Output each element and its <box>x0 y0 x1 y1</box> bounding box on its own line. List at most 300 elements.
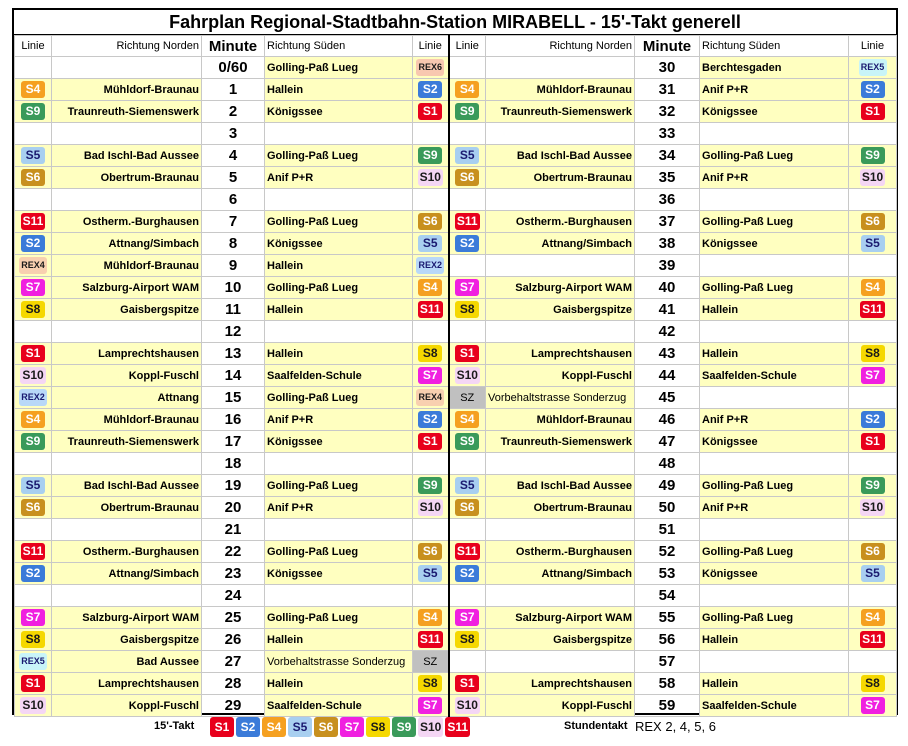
line-badge-s11: S11 <box>862 302 883 316</box>
line-badge-s10: S10 <box>22 368 44 382</box>
line-badge-s8: S8 <box>455 631 479 648</box>
table-row <box>15 211 897 233</box>
cell-richtung-sued <box>700 387 849 409</box>
table-row <box>15 79 897 101</box>
header-row <box>15 36 897 57</box>
cell-richtung-nord <box>52 123 202 145</box>
cell-minute: 50 <box>635 497 700 519</box>
cell-linie-nord <box>449 189 486 211</box>
cell-linie-nord <box>449 453 486 475</box>
cell-richtung-nord: Ostherm.-Burghausen <box>486 541 635 563</box>
col-header-minute: Minute <box>202 36 265 57</box>
cell-linie-nord <box>15 365 52 387</box>
cell-richtung-sued: Hallein <box>700 299 849 321</box>
line-badge-s10: S10 <box>861 170 884 184</box>
table-row <box>15 101 897 123</box>
line-badge-s9: S9 <box>861 477 885 494</box>
cell-richtung-nord: Mühldorf-Braunau <box>52 255 202 277</box>
cell-linie-sued <box>413 211 449 233</box>
col-header-sued: Richtung Süden <box>700 36 849 57</box>
cell-richtung-nord: Traunreuth-Siemenswerk <box>52 101 202 123</box>
cell-minute: 20 <box>202 497 265 519</box>
cell-minute: 42 <box>635 321 700 343</box>
cell-linie-nord <box>15 255 52 277</box>
cell-linie-sued <box>849 321 897 343</box>
cell-linie-nord <box>15 343 52 365</box>
cell-richtung-nord: Salzburg-Airport WAM <box>486 607 635 629</box>
cell-linie-nord <box>449 167 486 189</box>
cell-richtung-sued <box>700 651 849 673</box>
col-header-linie: Linie <box>849 36 897 57</box>
line-badge-s7: S7 <box>418 697 442 714</box>
line-badge-s5: S5 <box>418 235 442 252</box>
cell-richtung-sued <box>700 189 849 211</box>
line-badge-s9: S9 <box>455 433 479 450</box>
timetable <box>14 35 897 717</box>
cell-linie-nord <box>449 497 486 519</box>
cell-richtung-nord: Bad Ischl-Bad Aussee <box>486 475 635 497</box>
cell-linie-sued <box>413 695 449 717</box>
line-badge-s8: S8 <box>418 675 442 692</box>
cell-richtung-nord: Salzburg-Airport WAM <box>486 277 635 299</box>
cell-minute: 44 <box>635 365 700 387</box>
cell-linie-sued <box>849 255 897 277</box>
cell-richtung-nord: Gaisbergspitze <box>52 629 202 651</box>
cell-minute: 39 <box>635 255 700 277</box>
cell-richtung-sued: Golling-Paß Lueg <box>700 607 849 629</box>
cell-linie-nord <box>15 519 52 541</box>
line-badge-sz: SZ <box>423 655 438 668</box>
cell-linie-sued <box>413 607 449 629</box>
line-badge-s7: S7 <box>455 279 479 296</box>
cell-linie-nord <box>15 453 52 475</box>
cell-minute: 5 <box>202 167 265 189</box>
line-badge-rex2: REX2 <box>19 389 47 406</box>
cell-linie-nord <box>449 629 486 651</box>
line-badge-rex4: REX4 <box>19 257 47 274</box>
cell-linie-sued <box>849 189 897 211</box>
table-row <box>15 299 897 321</box>
cell-richtung-sued <box>265 189 413 211</box>
cell-richtung-sued <box>700 453 849 475</box>
cell-minute: 15 <box>202 387 265 409</box>
cell-linie-nord <box>15 563 52 585</box>
line-badge-s10: S10 <box>418 717 443 737</box>
cell-minute: 54 <box>635 585 700 607</box>
cell-linie-nord <box>449 409 486 431</box>
cell-richtung-sued: Anif P+R <box>700 409 849 431</box>
cell-richtung-nord: Bad Ischl-Bad Aussee <box>52 475 202 497</box>
cell-minute: 36 <box>635 189 700 211</box>
line-badge-s1: S1 <box>418 433 442 450</box>
line-badge-s11: S11 <box>445 717 470 737</box>
cell-linie-nord <box>15 651 52 673</box>
cell-richtung-sued: Hallein <box>265 343 413 365</box>
line-badge-s9: S9 <box>392 717 416 737</box>
cell-richtung-sued <box>265 585 413 607</box>
cell-richtung-nord: Lamprechtshausen <box>52 673 202 695</box>
cell-minute: 58 <box>635 673 700 695</box>
cell-richtung-sued: Golling-Paß Lueg <box>265 277 413 299</box>
cell-minute: 19 <box>202 475 265 497</box>
cell-linie-nord <box>449 607 486 629</box>
cell-linie-sued <box>849 453 897 475</box>
line-badge-s9: S9 <box>21 433 45 450</box>
cell-minute: 59 <box>635 695 700 717</box>
cell-richtung-sued: Königssee <box>265 563 413 585</box>
cell-linie-sued <box>413 585 449 607</box>
cell-minute: 53 <box>635 563 700 585</box>
table-row <box>15 255 897 277</box>
cell-minute: 22 <box>202 541 265 563</box>
timetable-sheet <box>12 8 898 715</box>
cell-linie-sued <box>849 519 897 541</box>
line-badge-s4: S4 <box>861 609 885 626</box>
legend-label: 15'-Takt <box>154 720 195 732</box>
line-badge-s7: S7 <box>455 609 479 626</box>
line-badge-s11: S11 <box>862 632 883 646</box>
cell-richtung-sued <box>265 123 413 145</box>
line-badge-s4: S4 <box>418 609 442 626</box>
cell-linie-nord <box>449 365 486 387</box>
cell-minute: 47 <box>635 431 700 453</box>
cell-linie-nord <box>15 123 52 145</box>
line-badge-s1: S1 <box>418 103 442 120</box>
cell-linie-nord <box>15 233 52 255</box>
cell-richtung-sued: Golling-Paß Lueg <box>265 475 413 497</box>
cell-minute: 2 <box>202 101 265 123</box>
cell-linie-nord <box>15 145 52 167</box>
cell-linie-sued <box>849 431 897 453</box>
cell-richtung-sued: Königssee <box>265 233 413 255</box>
line-badge-s11: S11 <box>419 632 441 646</box>
cell-minute: 55 <box>635 607 700 629</box>
cell-linie-nord <box>449 277 486 299</box>
cell-minute: 21 <box>202 519 265 541</box>
cell-minute: 1 <box>202 79 265 101</box>
line-badge-s2: S2 <box>21 235 45 252</box>
cell-linie-sued <box>849 629 897 651</box>
cell-minute: 41 <box>635 299 700 321</box>
line-badge-s10: S10 <box>456 698 478 712</box>
line-badge-s4: S4 <box>455 411 479 428</box>
cell-linie-nord <box>15 101 52 123</box>
cell-linie-sued <box>413 651 449 673</box>
line-badge-s1: S1 <box>21 345 45 362</box>
cell-linie-nord <box>449 123 486 145</box>
cell-richtung-nord: Mühldorf-Braunau <box>52 409 202 431</box>
line-badge-s2: S2 <box>418 81 442 98</box>
line-badge-s9: S9 <box>455 103 479 120</box>
legend-line-list <box>210 717 472 737</box>
cell-richtung-nord: Salzburg-Airport WAM <box>52 607 202 629</box>
cell-richtung-sued: Hallein <box>700 673 849 695</box>
cell-richtung-sued <box>265 519 413 541</box>
cell-richtung-sued: Anif P+R <box>700 497 849 519</box>
cell-minute: 29 <box>202 695 265 717</box>
cell-linie-nord <box>449 431 486 453</box>
line-badge-s4: S4 <box>455 81 479 98</box>
cell-minute: 8 <box>202 233 265 255</box>
line-badge-s2: S2 <box>455 235 479 252</box>
cell-richtung-sued: Saalfelden-Schule <box>265 695 413 717</box>
cell-linie-sued <box>413 277 449 299</box>
cell-richtung-nord <box>486 453 635 475</box>
cell-richtung-nord <box>486 57 635 79</box>
line-badge-s6: S6 <box>455 499 479 516</box>
cell-richtung-sued: Saalfelden-Schule <box>700 365 849 387</box>
line-badge-s1: S1 <box>861 103 885 120</box>
cell-richtung-sued: Golling-Paß Lueg <box>700 145 849 167</box>
cell-linie-sued <box>413 145 449 167</box>
cell-minute: 7 <box>202 211 265 233</box>
cell-richtung-sued: Königssee <box>700 563 849 585</box>
line-badge-s6: S6 <box>418 543 442 560</box>
cell-richtung-nord: Lamprechtshausen <box>486 673 635 695</box>
line-badge-sz: SZ <box>460 391 475 404</box>
cell-linie-nord <box>15 541 52 563</box>
cell-linie-sued <box>413 255 449 277</box>
cell-richtung-sued: Anif P+R <box>700 167 849 189</box>
line-badge-s10: S10 <box>22 698 44 712</box>
line-badge-s8: S8 <box>455 301 479 318</box>
cell-richtung-sued: Hallein <box>265 673 413 695</box>
cell-minute: 37 <box>635 211 700 233</box>
cell-richtung-nord: Bad Aussee <box>52 651 202 673</box>
cell-linie-sued <box>413 343 449 365</box>
cell-linie-sued <box>849 211 897 233</box>
table-row <box>15 343 897 365</box>
cell-richtung-sued <box>700 321 849 343</box>
cell-richtung-nord <box>52 57 202 79</box>
line-badge-s1: S1 <box>21 675 45 692</box>
line-badge-s5: S5 <box>418 565 442 582</box>
cell-linie-nord <box>15 497 52 519</box>
cell-linie-nord <box>15 387 52 409</box>
line-badge-s7: S7 <box>340 717 364 737</box>
cell-minute: 57 <box>635 651 700 673</box>
line-badge-s5: S5 <box>455 477 479 494</box>
legend <box>12 716 898 740</box>
cell-richtung-nord <box>52 453 202 475</box>
cell-richtung-sued <box>265 321 413 343</box>
cell-linie-sued <box>413 123 449 145</box>
line-badge-s4: S4 <box>418 279 442 296</box>
cell-linie-sued <box>413 299 449 321</box>
table-row <box>15 167 897 189</box>
table-row <box>15 629 897 651</box>
line-badge-s8: S8 <box>366 717 390 737</box>
cell-richtung-nord <box>486 189 635 211</box>
line-badge-s5: S5 <box>861 565 885 582</box>
cell-linie-nord <box>449 519 486 541</box>
line-badge-s2: S2 <box>455 565 479 582</box>
cell-richtung-sued: Anif P+R <box>265 167 413 189</box>
cell-linie-nord <box>449 233 486 255</box>
cell-linie-sued <box>849 57 897 79</box>
line-badge-s6: S6 <box>861 543 885 560</box>
table-row <box>15 409 897 431</box>
cell-minute: 3 <box>202 123 265 145</box>
cell-linie-sued <box>849 607 897 629</box>
cell-linie-sued <box>849 387 897 409</box>
cell-richtung-sued: Königssee <box>700 431 849 453</box>
table-row <box>15 431 897 453</box>
cell-linie-nord <box>15 409 52 431</box>
col-header-nord: Richtung Norden <box>52 36 202 57</box>
cell-richtung-sued: Berchtesgaden <box>700 57 849 79</box>
table-row <box>15 123 897 145</box>
cell-minute: 31 <box>635 79 700 101</box>
cell-richtung-nord: Koppl-Fuschl <box>52 365 202 387</box>
line-badge-rex5: REX5 <box>859 59 887 76</box>
cell-linie-nord <box>15 277 52 299</box>
cell-richtung-nord: Attnang <box>52 387 202 409</box>
cell-linie-sued <box>413 189 449 211</box>
cell-richtung-nord: Ostherm.-Burghausen <box>52 211 202 233</box>
cell-linie-sued <box>413 409 449 431</box>
cell-richtung-nord: Koppl-Fuschl <box>486 695 635 717</box>
cell-linie-nord <box>449 343 486 365</box>
table-row <box>15 497 897 519</box>
col-header-nord: Richtung Norden <box>486 36 635 57</box>
table-row <box>15 519 897 541</box>
cell-richtung-sued: Vorbehaltstrasse Sonderzug <box>265 651 413 673</box>
line-badge-s6: S6 <box>861 213 885 230</box>
line-badge-s4: S4 <box>21 411 45 428</box>
cell-minute: 16 <box>202 409 265 431</box>
table-row <box>15 651 897 673</box>
cell-linie-sued <box>849 145 897 167</box>
cell-minute: 33 <box>635 123 700 145</box>
cell-minute: 9 <box>202 255 265 277</box>
line-badge-s2: S2 <box>418 411 442 428</box>
line-badge-s9: S9 <box>861 147 885 164</box>
line-badge-s2: S2 <box>861 81 885 98</box>
cell-linie-sued <box>849 497 897 519</box>
line-badge-s11: S11 <box>419 302 441 316</box>
cell-richtung-sued: Königssee <box>265 101 413 123</box>
line-badge-s7: S7 <box>418 367 442 384</box>
cell-linie-sued <box>413 475 449 497</box>
cell-linie-sued <box>849 167 897 189</box>
cell-richtung-sued: Golling-Paß Lueg <box>700 475 849 497</box>
line-badge-s7: S7 <box>21 609 45 626</box>
table-row <box>15 695 897 717</box>
cell-minute: 32 <box>635 101 700 123</box>
cell-linie-nord <box>15 695 52 717</box>
cell-minute: 49 <box>635 475 700 497</box>
cell-linie-sued <box>849 563 897 585</box>
table-row <box>15 475 897 497</box>
cell-linie-nord <box>449 101 486 123</box>
col-header-linie: Linie <box>449 36 486 57</box>
cell-minute: 27 <box>202 651 265 673</box>
col-header-sued: Richtung Süden <box>265 36 413 57</box>
cell-linie-nord <box>15 79 52 101</box>
cell-minute: 38 <box>635 233 700 255</box>
cell-linie-nord <box>449 145 486 167</box>
cell-richtung-sued: Hallein <box>265 79 413 101</box>
cell-linie-sued <box>413 167 449 189</box>
cell-linie-nord <box>449 255 486 277</box>
cell-minute: 25 <box>202 607 265 629</box>
line-badge-s5: S5 <box>288 717 312 737</box>
cell-linie-nord <box>449 387 486 409</box>
line-badge-s6: S6 <box>314 717 338 737</box>
cell-linie-nord <box>449 475 486 497</box>
cell-linie-sued <box>413 563 449 585</box>
cell-richtung-nord <box>52 585 202 607</box>
cell-minute: 56 <box>635 629 700 651</box>
cell-linie-nord <box>15 299 52 321</box>
cell-richtung-sued: Anif P+R <box>265 409 413 431</box>
line-badge-s8: S8 <box>861 675 885 692</box>
cell-linie-nord <box>449 695 486 717</box>
cell-richtung-sued <box>700 519 849 541</box>
cell-richtung-sued: Hallein <box>265 299 413 321</box>
line-badge-s5: S5 <box>21 477 45 494</box>
cell-minute: 0/60 <box>202 57 265 79</box>
cell-minute: 4 <box>202 145 265 167</box>
stundentakt-value: REX 2, 4, 5, 6 <box>635 719 716 734</box>
cell-richtung-sued: Golling-Paß Lueg <box>265 607 413 629</box>
table-row <box>15 387 897 409</box>
cell-minute: 40 <box>635 277 700 299</box>
cell-linie-nord <box>15 607 52 629</box>
cell-richtung-nord: Obertrum-Braunau <box>52 167 202 189</box>
cell-richtung-nord <box>486 321 635 343</box>
cell-linie-nord <box>449 211 486 233</box>
line-badge-rex4: REX4 <box>416 389 444 406</box>
cell-minute: 45 <box>635 387 700 409</box>
table-row <box>15 607 897 629</box>
cell-richtung-nord <box>486 585 635 607</box>
cell-linie-sued <box>413 101 449 123</box>
cell-richtung-nord: Attnang/Simbach <box>52 563 202 585</box>
cell-richtung-nord: Lamprechtshausen <box>52 343 202 365</box>
cell-linie-nord <box>15 475 52 497</box>
cell-richtung-nord: Traunreuth-Siemenswerk <box>486 101 635 123</box>
cell-richtung-sued: Golling-Paß Lueg <box>700 211 849 233</box>
cell-richtung-sued: Hallein <box>265 629 413 651</box>
cell-linie-sued <box>413 453 449 475</box>
table-row <box>15 145 897 167</box>
cell-richtung-nord <box>52 189 202 211</box>
cell-linie-sued <box>413 431 449 453</box>
line-badge-s11: S11 <box>22 544 44 558</box>
line-badge-s1: S1 <box>210 717 234 737</box>
cell-linie-sued <box>849 299 897 321</box>
cell-linie-nord <box>449 321 486 343</box>
line-badge-s10: S10 <box>456 368 478 382</box>
table-row <box>15 365 897 387</box>
cell-linie-sued <box>849 695 897 717</box>
cell-minute: 12 <box>202 321 265 343</box>
cell-richtung-nord <box>486 651 635 673</box>
line-badge-s6: S6 <box>418 213 442 230</box>
cell-linie-nord <box>449 299 486 321</box>
line-badge-s10: S10 <box>419 500 441 514</box>
cell-richtung-nord: Ostherm.-Burghausen <box>486 211 635 233</box>
cell-linie-nord <box>15 211 52 233</box>
cell-richtung-nord: Koppl-Fuschl <box>52 695 202 717</box>
cell-minute: 13 <box>202 343 265 365</box>
cell-richtung-nord: Obertrum-Braunau <box>486 167 635 189</box>
table-row <box>15 233 897 255</box>
cell-richtung-nord: Obertrum-Braunau <box>52 497 202 519</box>
cell-richtung-nord: Mühldorf-Braunau <box>52 79 202 101</box>
